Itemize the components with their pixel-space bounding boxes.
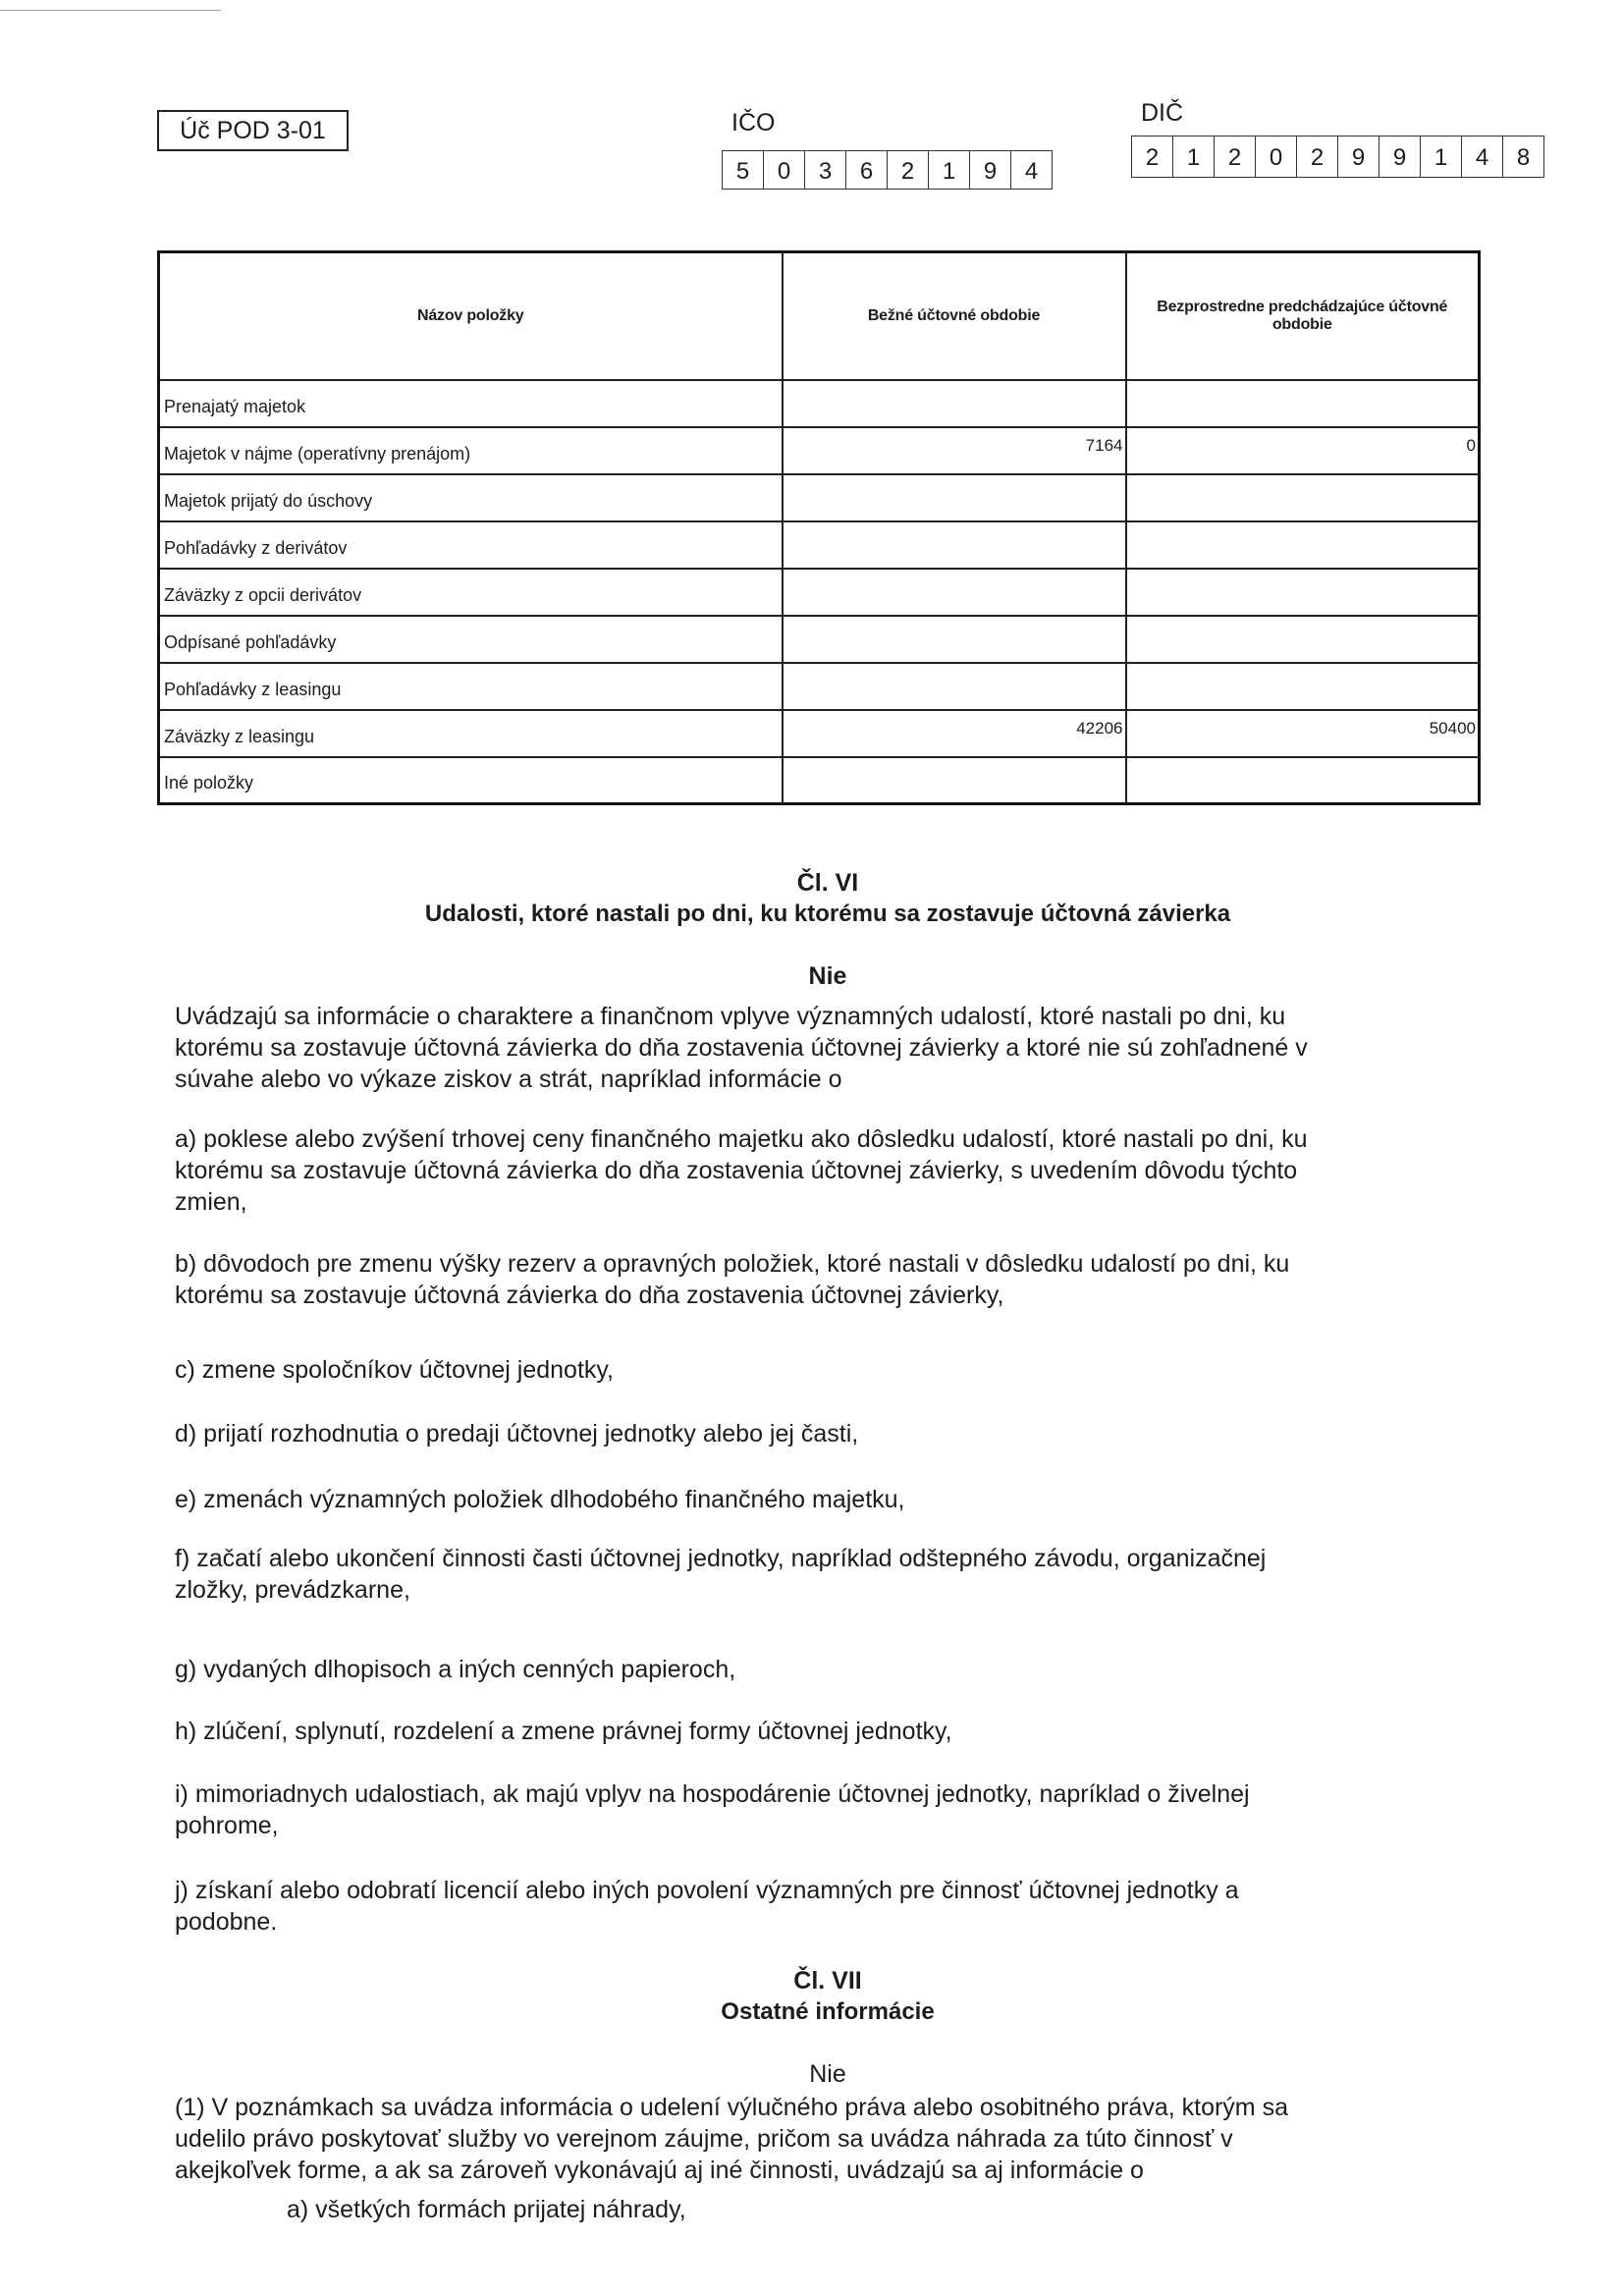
text-line: j) získaní alebo odobratí licencií alebo iných povolení významných pre činnosť účtovnej jednotky a	[175, 1877, 1239, 1904]
previous-period-cell	[1126, 663, 1480, 710]
current-period-cell	[783, 663, 1126, 710]
section-vi-item-j	[175, 1875, 1239, 1938]
section-vi-item-d	[175, 1418, 858, 1449]
text-line: udelilo právo poskytovať služby vo verejnom záujme, pričom sa uvádza náhrada za túto činnosť v	[175, 2125, 1233, 2153]
section-vi-number: Čl. VI	[796, 869, 859, 897]
table-row	[159, 710, 1480, 757]
section-vi-title: Udalosti, ktoré nastali po dni, ku ktorému sa zostavuje účtovná závierka	[424, 901, 1231, 927]
text-line: e) zmenách významných položiek dlhodobého finančného majetku,	[175, 1486, 905, 1513]
text-line: pohrome,	[175, 1812, 279, 1839]
section-vi-item-f	[175, 1543, 1266, 1606]
item-name-cell: Pohľadávky z leasingu	[159, 663, 783, 710]
text-line: ktorému sa zostavuje účtovná závierka do dňa zostavenia účtovnej závierky,	[175, 1282, 1004, 1309]
dic-digit: 8	[1503, 137, 1544, 177]
dic-digit: 4	[1462, 137, 1503, 177]
previous-period-cell: 50400	[1126, 710, 1480, 757]
text-line: (1) V poznámkach sa uvádza informácia o udelení výlučného práva alebo osobitného práva, ktorým sa	[175, 2094, 1288, 2121]
ico-digit: 5	[723, 151, 764, 189]
table-row	[159, 616, 1480, 663]
section-vi-intro	[175, 1001, 1308, 1095]
dic-digit: 9	[1338, 137, 1380, 177]
section-vi-item-g	[175, 1654, 735, 1685]
ico-digit: 0	[764, 151, 805, 189]
section-vii-answer: Nie	[809, 2060, 846, 2088]
section-vi-item-h	[175, 1716, 952, 1747]
current-period-cell	[783, 474, 1126, 521]
column-header-current-period: Bežné účtovné obdobie	[783, 252, 1126, 380]
ico-digit: 3	[805, 151, 846, 189]
text-line: zložky, prevádzkarne,	[175, 1576, 410, 1604]
column-header-previous-period: Bezprostredne predchádzajúce účtovné obdobie	[1126, 252, 1480, 380]
ico-digit: 1	[929, 151, 970, 189]
section-vi-answer: Nie	[808, 962, 847, 990]
table-row	[159, 569, 1480, 616]
ico-digit-boxes	[722, 150, 1053, 190]
previous-period-cell	[1126, 757, 1480, 804]
ico-digit: 6	[846, 151, 888, 189]
section-vi-item-e	[175, 1484, 905, 1515]
table-row	[159, 663, 1480, 710]
text-line: ktorému sa zostavuje účtovná závierka do dňa zostavenia účtovnej závierky, s uvedením dôvodu týchto	[175, 1157, 1298, 1184]
current-period-cell: 42206	[783, 710, 1126, 757]
section-vii-sub-item-a: a) všetkých formách prijatej náhrady,	[287, 2196, 686, 2223]
item-name-cell: Majetok v nájme (operatívny prenájom)	[159, 427, 783, 474]
text-line: podobne.	[175, 1908, 278, 1936]
text-line: f) začatí alebo ukončení činnosti časti účtovnej jednotky, napríklad odštepného závodu, organizačnej	[175, 1545, 1267, 1572]
section-vi-item-a	[175, 1123, 1307, 1218]
dic-label: DIČ	[1141, 99, 1184, 127]
section-vi-item-c	[175, 1354, 614, 1386]
text-line: h) zlúčení, splynutí, rozdelení a zmene právnej formy účtovnej jednotky,	[175, 1718, 952, 1745]
text-line: c) zmene spoločníkov účtovnej jednotky,	[175, 1356, 614, 1384]
form-code-box	[157, 110, 349, 151]
previous-period-cell	[1126, 474, 1480, 521]
dic-digit: 0	[1256, 137, 1297, 177]
previous-period-cell	[1126, 569, 1480, 616]
text-line: i) mimoriadnych udalostiach, ak majú vplyv na hospodárenie účtovnej jednotky, napríklad o živelnej	[175, 1780, 1250, 1808]
previous-period-cell	[1126, 380, 1480, 427]
table-row	[159, 521, 1480, 569]
section-vii-paragraph	[175, 2092, 1288, 2186]
table-row	[159, 380, 1480, 427]
table-row	[159, 757, 1480, 804]
previous-period-cell	[1126, 616, 1480, 663]
section-vii-number: Čl. VII	[793, 1967, 862, 1995]
text-line: a) poklese alebo zvýšení trhovej ceny finančného majetku ako dôsledku udalostí, ktoré nastali po dni, ku	[175, 1125, 1308, 1153]
table-row	[159, 427, 1480, 474]
item-name-cell: Záväzky z leasingu	[159, 710, 783, 757]
text-line: Uvádzajú sa informácie o charaktere a finančnom vplyve významných udalostí, ktoré nastali po dni, ku	[175, 1003, 1286, 1030]
section-vii-title: Ostatné informácie	[721, 1998, 935, 2025]
text-line: zmien,	[175, 1188, 247, 1216]
dic-digit: 2	[1132, 137, 1173, 177]
text-line: súvahe alebo vo výkaze ziskov a strát, napríklad informácie o	[175, 1066, 842, 1093]
section-vi-item-b	[175, 1248, 1289, 1311]
previous-period-cell: 0	[1126, 427, 1480, 474]
item-name-cell: Majetok prijatý do úschovy	[159, 474, 783, 521]
current-period-cell: 7164	[783, 427, 1126, 474]
text-line: ktorému sa zostavuje účtovná závierka do dňa zostavenia účtovnej závierky a ktoré nie sú zohľadnené v	[175, 1034, 1308, 1062]
previous-period-cell	[1126, 521, 1480, 569]
column-header-item-name: Názov položky	[159, 252, 783, 380]
dic-digit: 9	[1380, 137, 1421, 177]
dic-digit: 2	[1297, 137, 1338, 177]
ico-label: IČO	[731, 109, 776, 137]
table-header-row	[159, 252, 1480, 380]
dic-digit: 1	[1173, 137, 1215, 177]
text-line: g) vydaných dlhopisoch a iných cenných papieroch,	[175, 1656, 736, 1683]
table-row	[159, 474, 1480, 521]
text-line: d) prijatí rozhodnutia o predaji účtovnej jednotky alebo jej časti,	[175, 1420, 859, 1448]
item-name-cell: Prenajatý majetok	[159, 380, 783, 427]
dic-digit-boxes	[1131, 136, 1544, 178]
item-name-cell: Iné položky	[159, 757, 783, 804]
current-period-cell	[783, 380, 1126, 427]
dic-digit: 1	[1421, 137, 1462, 177]
current-period-cell	[783, 569, 1126, 616]
section-vi-item-i	[175, 1778, 1250, 1841]
text-line: akejkoľvek forme, a ak sa zároveň vykonávajú aj iné činnosti, uvádzajú sa aj informácie o	[175, 2157, 1144, 2184]
item-name-cell: Pohľadávky z derivátov	[159, 521, 783, 569]
ico-digit: 9	[970, 151, 1011, 189]
scan-edge-line	[0, 10, 221, 11]
current-period-cell	[783, 521, 1126, 569]
item-name-cell: Záväzky z opcii derivátov	[159, 569, 783, 616]
section-vi-heading	[175, 868, 1481, 929]
ico-digit: 2	[888, 151, 929, 189]
text-line: b) dôvodoch pre zmenu výšky rezerv a opravných položiek, ktoré nastali v dôsledku udalostí po dni, ku	[175, 1250, 1290, 1278]
table-body	[159, 380, 1480, 804]
off-balance-items-table	[157, 250, 1481, 805]
form-code: Úč POD 3-01	[180, 117, 326, 144]
item-name-cell: Odpísané pohľadávky	[159, 616, 783, 663]
current-period-cell	[783, 757, 1126, 804]
dic-digit: 2	[1215, 137, 1256, 177]
ico-digit: 4	[1011, 151, 1053, 189]
section-vii-heading	[175, 1966, 1481, 2027]
current-period-cell	[783, 616, 1126, 663]
